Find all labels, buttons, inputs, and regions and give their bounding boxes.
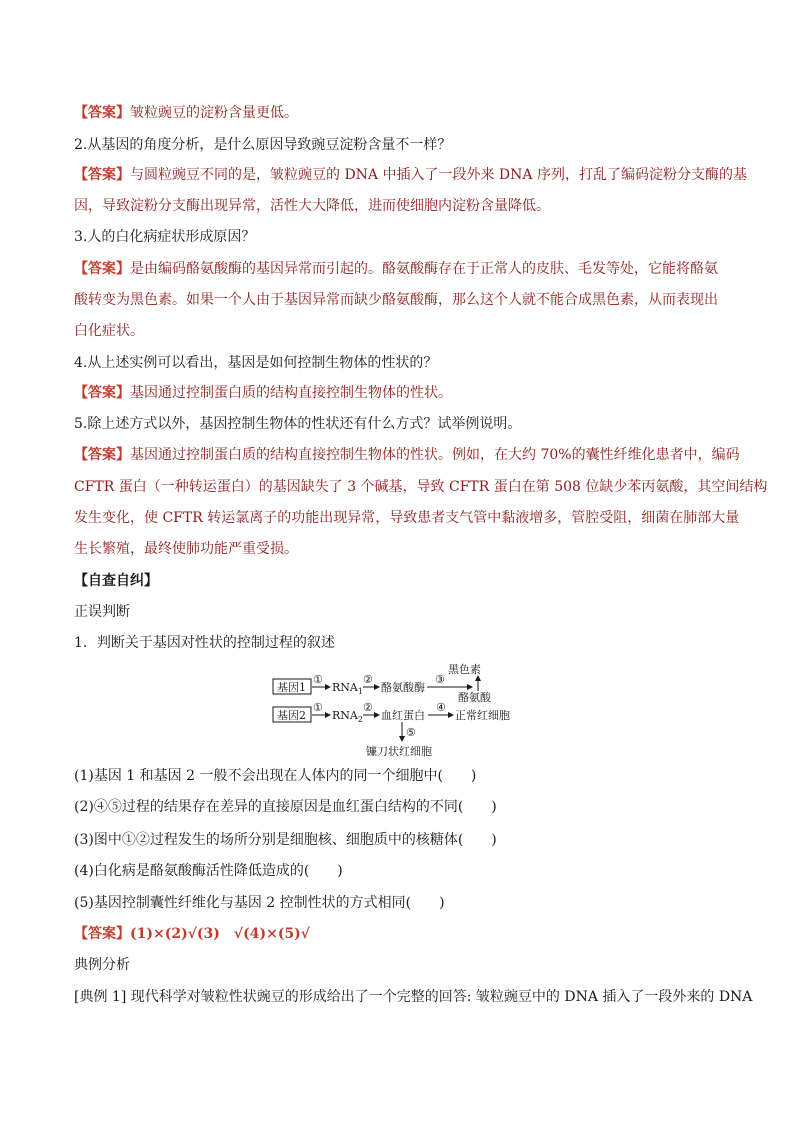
statement-3: (3)图中①②过程发生的场所分别是细胞核、细胞质中的核糖体( ) bbox=[74, 832, 497, 848]
step1-label-row2: ① bbox=[313, 701, 323, 714]
question-3: 3.人的白化病症状形成原因？ bbox=[74, 229, 256, 245]
diagram-svg bbox=[272, 663, 532, 758]
answer-5-line-3: 发生变化，使 CFTR 转运氯离子的功能出现异常，导致患者支气管中黏液增多，管腔受阻，细菌在肺部大量 bbox=[74, 510, 740, 526]
answer-5-line-2: CFTR 蛋白（一种转运蛋白）的基因缺失了 3 个碱基，导致 CFTR 蛋白在第 508 位缺少苯丙氨酸，其空间结构 bbox=[74, 479, 768, 495]
melanin-label: 黑色素 bbox=[448, 663, 481, 676]
step5-label: ⑤ bbox=[406, 726, 416, 739]
step4-label: ④ bbox=[436, 701, 446, 714]
step3-label: ③ bbox=[435, 673, 445, 686]
subsection-judge: 正误判断 bbox=[74, 604, 130, 620]
sickle-rbc-label: 镰刀状红细胞 bbox=[366, 745, 432, 758]
gene2-label: 基因2 bbox=[277, 709, 306, 722]
question-4: 4.从上述实例可以看出，基因是如何控制生物体的性状的？ bbox=[74, 355, 438, 371]
question-2: 2.从基因的角度分析，是什么原因导致豌豆淀粉含量不一样？ bbox=[74, 137, 452, 153]
statement-5: (5)基因控制囊性纤维化与基因 2 控制性状的方式相同( ) bbox=[74, 895, 445, 911]
answer-2-line-1: 【答案】与圆粒豌豆不同的是，皱粒豌豆的 DNA 中插入了一段外来 DNA 序列，打乱了编码淀粉分支酶的基 bbox=[74, 167, 747, 183]
tyrosine-label: 酪氨酸 bbox=[458, 691, 491, 704]
answer-5-line-1: 【答案】基因通过控制蛋白质的结构直接控制生物体的性状。例如，在大约 70%的囊性纤维化患者中，编码 bbox=[74, 447, 740, 463]
normal-rbc-label: 正常红细胞 bbox=[455, 709, 510, 722]
judge-title: 1．判断关于基因对性状的控制过程的叙述 bbox=[74, 635, 335, 651]
statement-2: (2)④⑤过程的结果存在差异的直接原因是血红蛋白结构的不同( ) bbox=[74, 799, 497, 815]
answer-4: 【答案】基因通过控制蛋白质的结构直接控制生物体的性状。 bbox=[74, 385, 452, 401]
answer-5-line-4: 生长繁殖，最终使肺功能严重受损。 bbox=[74, 541, 298, 557]
step2-label-row1: ② bbox=[363, 673, 373, 686]
hemoglobin-label: 血红蛋白 bbox=[381, 709, 425, 722]
answer-3-line-1: 【答案】是由编码酪氨酸酶的基因异常而引起的。酪氨酸酶存在于正常人的皮肤、毛发等处，它能将酪氨 bbox=[74, 261, 718, 277]
rna2-label: $RNA_2$ bbox=[332, 709, 363, 724]
tyrosinase-label: 酪氨酸酶 bbox=[381, 681, 425, 694]
answer-3-line-3: 白化症状。 bbox=[74, 323, 144, 339]
statement-4: (4)白化病是酪氨酸酶活性降低造成的( ) bbox=[74, 863, 343, 879]
answer-2-line-2: 因，导致淀粉分支酶出现异常，活性大大降低，进而使细胞内淀粉含量降低。 bbox=[74, 198, 550, 214]
answer-3-line-2: 酸转变为黑色素。如果一个人由于基因异常而缺少酪氨酸酶，那么这个人就不能合成黑色素，从而表现出 bbox=[74, 292, 718, 308]
step1-label-row1: ① bbox=[313, 673, 323, 686]
step2-label-row2: ② bbox=[363, 701, 373, 714]
question-5: 5.除上述方式以外，基因控制生物体的性状还有什么方式？试举例说明。 bbox=[74, 416, 522, 432]
gene-control-diagram bbox=[272, 663, 532, 758]
rna1-label: $RNA_1$ bbox=[332, 681, 363, 696]
statement-1: (1)基因 1 和基因 2 一般不会出现在人体内的同一个细胞中( ) bbox=[74, 768, 477, 784]
subsection-example: 典例分析 bbox=[74, 957, 130, 973]
section-self-check: 【自查自纠】 bbox=[74, 573, 158, 589]
gene1-label: 基因1 bbox=[277, 681, 306, 694]
judge-answer: 【答案】(1)×(2)√(3) √(4)×(5)√ bbox=[74, 926, 311, 942]
example-1: [典例 1] 现代科学对皱粒性状豌豆的形成给出了一个完整的回答: 皱粒豌豆中的 DNA 插入了一段外来的 DNA bbox=[74, 989, 753, 1005]
answer-1: 【答案】皱粒豌豆的淀粉含量更低。 bbox=[74, 105, 298, 121]
